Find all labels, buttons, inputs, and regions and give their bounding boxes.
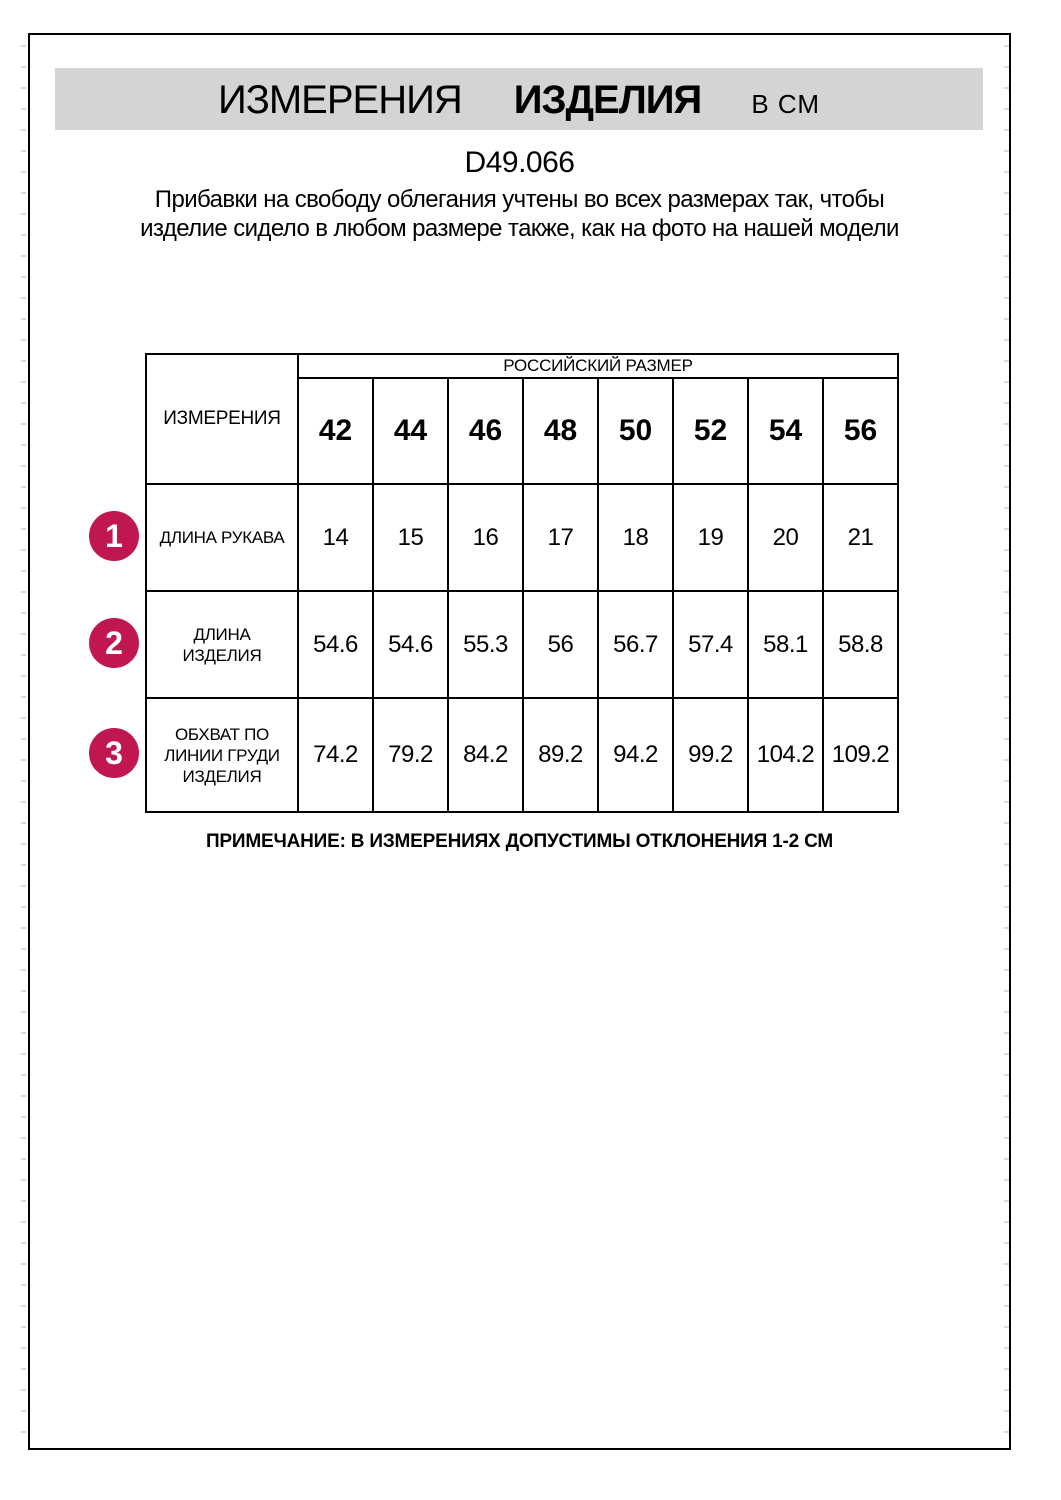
- value-cell: 54.6: [298, 591, 373, 698]
- size-col-header: 48: [523, 378, 598, 484]
- size-table: [145, 353, 899, 813]
- value-cell: 74.2: [298, 698, 373, 812]
- size-col-header: 52: [673, 378, 748, 484]
- table-row: [146, 484, 898, 591]
- table-row: [146, 591, 898, 698]
- value-cell: 79.2: [373, 698, 448, 812]
- title-measurements: ИЗМЕРЕНИЯ: [217, 78, 462, 122]
- value-cell: 99.2: [673, 698, 748, 812]
- value-cell: 18: [598, 484, 673, 591]
- value-cell: 15: [373, 484, 448, 591]
- value-cell: 109.2: [823, 698, 898, 812]
- russian-size-header: РОССИЙСКИЙ РАЗМЕР: [298, 354, 898, 378]
- value-cell: 14: [298, 484, 373, 591]
- table-row: [146, 354, 898, 378]
- title-bar: [55, 68, 983, 130]
- value-cell: 57.4: [673, 591, 748, 698]
- size-col-header: 50: [598, 378, 673, 484]
- table-row: [146, 698, 898, 812]
- row-marker-3: 3: [89, 728, 139, 778]
- row-marker-2: 2: [89, 618, 139, 668]
- value-cell: 21: [823, 484, 898, 591]
- value-cell: 58.1: [748, 591, 823, 698]
- size-col-header: 46: [448, 378, 523, 484]
- value-cell: 58.8: [823, 591, 898, 698]
- row-label-text: ОБХВАТ ПО ЛИНИИ ГРУДИ ИЗДЕЛИЯ: [164, 724, 280, 786]
- value-cell: 104.2: [748, 698, 823, 812]
- row-label-sleeve-length: [146, 484, 298, 591]
- value-cell: 55.3: [448, 591, 523, 698]
- left-edge-tick-marks: [21, 45, 26, 1440]
- value-cell: 54.6: [373, 591, 448, 698]
- row-label-garment-length: [146, 591, 298, 698]
- fit-description: Прибавки на свободу облегания учтены во всех размерах так, чтобы изделие сидело в любом размере также, как на фото на нашей модели: [140, 186, 899, 242]
- value-cell: 17: [523, 484, 598, 591]
- tolerance-note: ПРИМЕЧАНИЕ: В ИЗМЕРЕНИЯХ ДОПУСТИМЫ ОТКЛОНЕНИЯ 1-2 СМ: [205, 831, 834, 852]
- row-label-text: ДЛИНА РУКАВА: [159, 528, 285, 547]
- value-cell: 56: [523, 591, 598, 698]
- value-cell: 56.7: [598, 591, 673, 698]
- product-code: D49.066: [464, 146, 575, 179]
- row-label-chest-girth: [146, 698, 298, 812]
- size-col-header: 42: [298, 378, 373, 484]
- value-cell: 16: [448, 484, 523, 591]
- row-label-text: ДЛИНА ИЗДЕЛИЯ: [182, 624, 262, 665]
- measurements-column-header: ИЗМЕРЕНИЯ: [146, 354, 298, 484]
- value-cell: 89.2: [523, 698, 598, 812]
- value-cell: 19: [673, 484, 748, 591]
- title-product: ИЗДЕЛИЯ: [513, 78, 702, 122]
- value-cell: 84.2: [448, 698, 523, 812]
- value-cell: 20: [748, 484, 823, 591]
- size-col-header: 44: [373, 378, 448, 484]
- size-col-header: 54: [748, 378, 823, 484]
- title-unit: В СМ: [751, 89, 821, 119]
- value-cell: 94.2: [598, 698, 673, 812]
- size-col-header: 56: [823, 378, 898, 484]
- row-marker-1: 1: [89, 511, 139, 561]
